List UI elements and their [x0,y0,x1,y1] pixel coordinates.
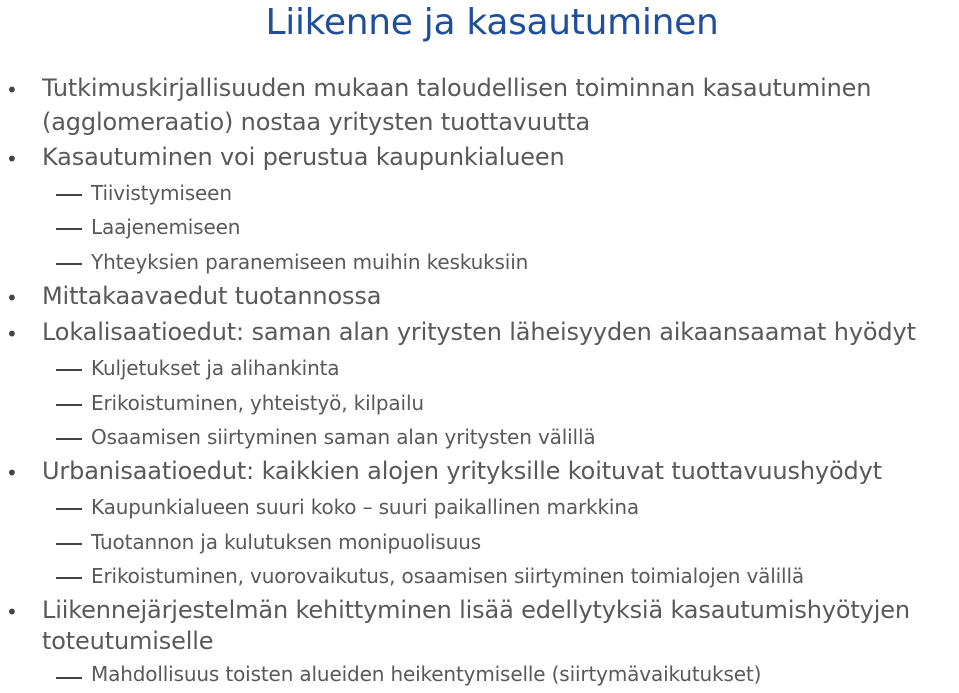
sub-bullet-text: Laajenemiseen [91,215,241,239]
bullet-text: Kasautuminen voi perustua kaupunkialueen [42,143,565,171]
bullet-icon: • [6,461,18,485]
bullet-text-continuation: toteutumiselle [42,627,214,655]
slide-title: Liikenne ja kasautuminen [265,2,719,43]
bullet-icon: • [6,600,18,624]
bullet-text: Tutkimuskirjallisuuden mukaan taloudellisen toiminnan kasautuminen [42,74,872,102]
sub-bullet-text: Kaupunkialueen suuri koko – suuri paikallinen markkina [91,495,639,519]
bullet-text: Lokalisaatioedut: saman alan yritysten läheisyyden aikaansaamat hyödyt [42,318,916,346]
bullet-icon: • [6,147,18,171]
sub-bullet-text: Tiivistymiseen [91,181,232,205]
dash-icon [56,438,82,440]
bullet-icon: • [6,78,18,102]
sub-bullet-text: Tuotannon ja kulutuksen monipuolisuus [91,530,482,554]
bullet-text: Liikennejärjestelmän kehittyminen lisää edellytyksiä kasautumishyötyjen [42,596,910,624]
dash-icon [56,263,82,265]
dash-icon [56,228,82,230]
dash-icon [56,194,82,196]
sub-bullet-text: Mahdollisuus toisten alueiden heikentymiselle (siirtymävaikutukset) [91,662,762,686]
sub-bullet-text: Osaamisen siirtyminen saman alan yritysten välillä [91,425,596,449]
sub-bullet-text: Yhteyksien paranemiseen muihin keskuksiin [91,250,529,274]
dash-icon [56,508,82,510]
bullet-icon: • [6,286,18,310]
sub-bullet-text: Erikoistuminen, vuorovaikutus, osaamisen siirtyminen toimialojen välillä [91,564,804,588]
sub-bullet-text: Erikoistuminen, yhteistyö, kilpailu [91,391,424,415]
dash-icon [56,369,82,371]
sub-bullet-text: Kuljetukset ja alihankinta [91,356,340,380]
dash-icon [56,404,82,406]
bullet-icon: • [6,322,18,346]
dash-icon [56,677,82,679]
dash-icon [56,543,82,545]
bullet-text: Mittakaavaedut tuotannossa [42,282,382,310]
dash-icon [56,577,82,579]
bullet-text: Urbanisaatioedut: kaikkien alojen yrityksille koituvat tuottavuushyödyt [42,457,882,485]
bullet-text-continuation: (agglomeraatio) nostaa yritysten tuottavuutta [42,108,591,136]
